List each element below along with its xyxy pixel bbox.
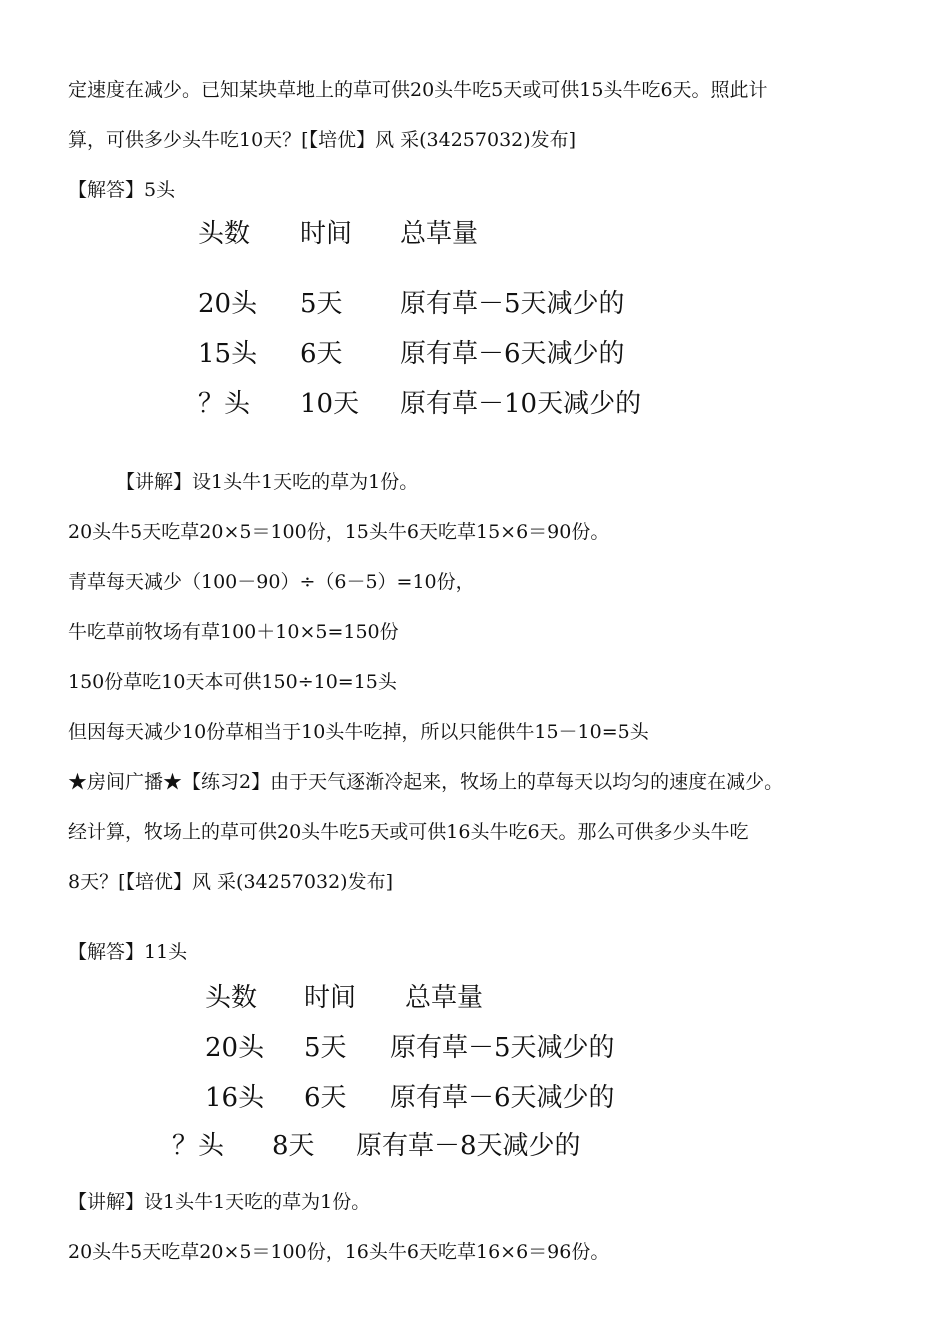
problem2-text-line3: 8天？[【培优】风 采(34257032)发布] (68, 871, 393, 893)
table-cell: 原有草－6天减少的 (400, 339, 625, 369)
table-cell: 20头 (198, 289, 258, 319)
problem1-step: 20头牛5天吃草20×5＝100份，15头牛6天吃草15×6＝90份。 (68, 521, 610, 543)
table-cell: 原有草－10天减少的 (400, 389, 642, 419)
header-cell: 总草量 (405, 983, 484, 1013)
table-cell: 8天 (272, 1131, 315, 1161)
header-cell: 头数 (205, 983, 258, 1013)
problem2-answer: 【解答】11头 (68, 941, 188, 963)
table-cell: ？头 (172, 1131, 225, 1161)
table-cell: ？头 (198, 389, 251, 419)
problem2-step: 20头牛5天吃草20×5＝100份，16头牛6天吃草16×6＝96份。 (68, 1241, 610, 1263)
table-cell: 5天 (304, 1033, 347, 1063)
table-cell: 原有草－8天减少的 (356, 1131, 581, 1161)
table-cell: 5天 (300, 289, 343, 319)
problem1-step: 但因每天减少10份草相当于10头牛吃掉，所以只能供牛15－10=5头 (68, 721, 649, 743)
table-cell: 15头 (198, 339, 258, 369)
problem2-text-line1: ★房间广播★【练习2】由于天气逐渐冷起来，牧场上的草每天以均匀的速度在减少。 (68, 771, 784, 793)
table-cell: 6天 (304, 1083, 347, 1113)
problem1-explain: 【讲解】设1头牛1天吃的草为1份。 (116, 471, 419, 493)
table-cell: 6天 (300, 339, 343, 369)
problem1-step: 牛吃草前牧场有草100＋10×5=150份 (68, 621, 399, 643)
problem1-text-line1: 定速度在减少。已知某块草地上的草可供20头牛吃5天或可供15头牛吃6天。照此计 (68, 79, 768, 101)
problem1-step: 150份草吃10天本可供150÷10=15头 (68, 671, 397, 693)
problem1-step: 青草每天减少（100－90）÷（6－5）=10份， (68, 571, 475, 593)
problem1-answer: 【解答】5头 (68, 179, 176, 201)
table-cell: 原有草－5天减少的 (390, 1033, 615, 1063)
table-cell: 原有草－6天减少的 (390, 1083, 615, 1113)
table-cell: 16头 (205, 1083, 265, 1113)
table-cell: 原有草－5天减少的 (400, 289, 625, 319)
table-cell: 20头 (205, 1033, 265, 1063)
problem2-text-line2: 经计算，牧场上的草可供20头牛吃5天或可供16头牛吃6天。那么可供多少头牛吃 (68, 821, 749, 843)
header-cell: 头数 (198, 219, 251, 249)
header-cell: 时间 (304, 983, 357, 1013)
table-cell: 10天 (300, 389, 360, 419)
header-cell: 时间 (300, 219, 353, 249)
problem2-explain: 【讲解】设1头牛1天吃的草为1份。 (68, 1191, 371, 1213)
problem1-text-line2: 算，可供多少头牛吃10天？[【培优】风 采(34257032)发布] (68, 129, 577, 151)
header-cell: 总草量 (400, 219, 479, 249)
